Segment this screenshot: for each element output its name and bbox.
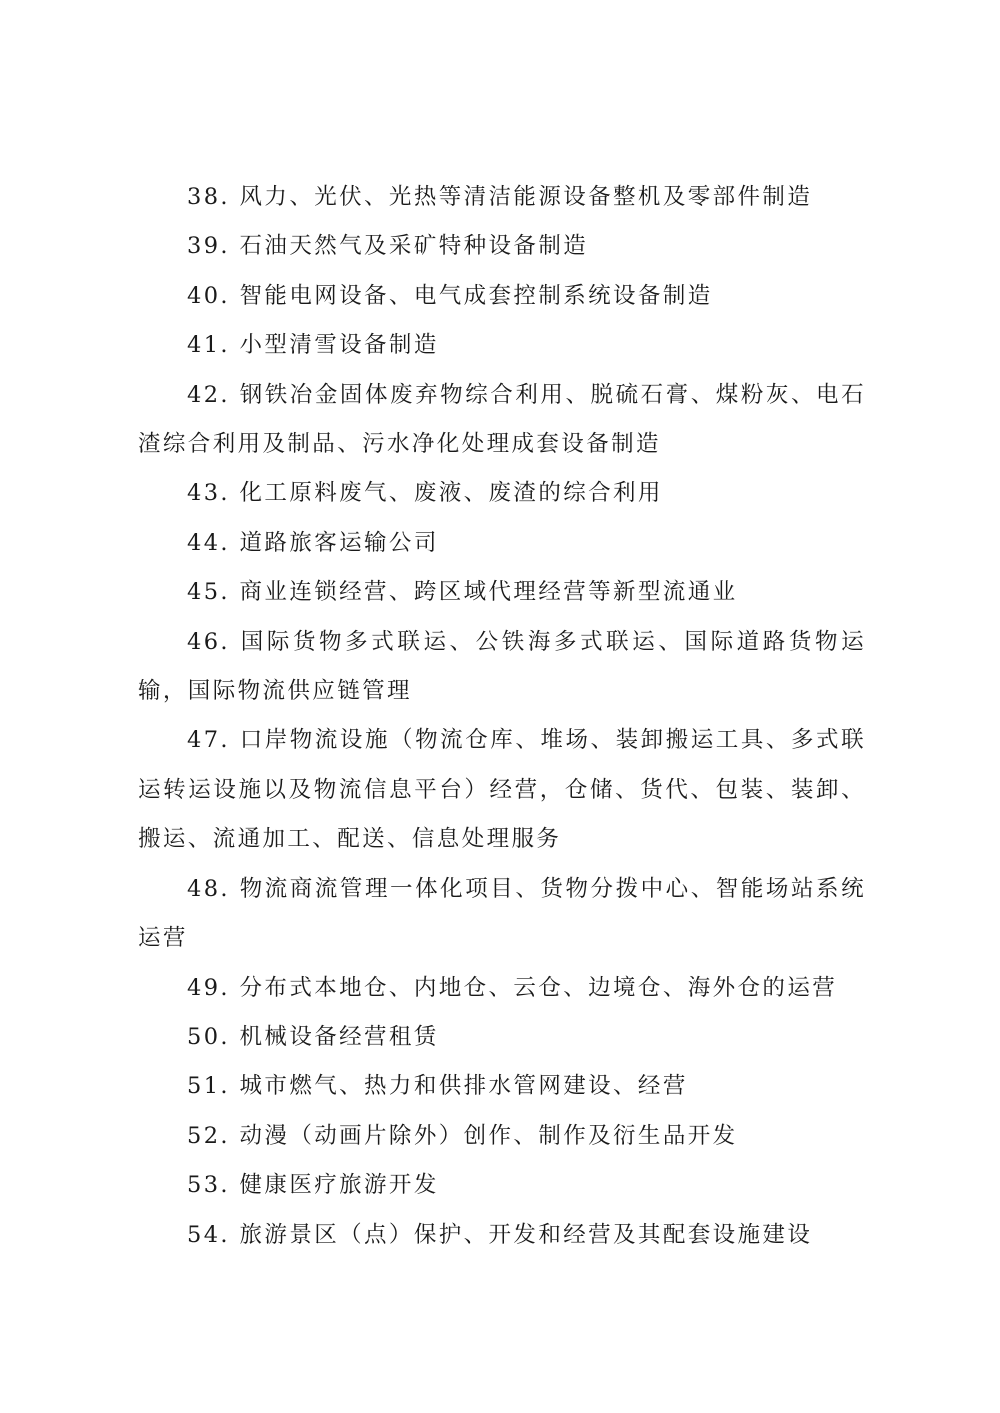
- list-item: 50. 机械设备经营租赁: [187, 1023, 439, 1050]
- list-item: 53. 健康医疗旅游开发: [187, 1172, 439, 1199]
- list-item: 40. 智能电网设备、电气成套控制系统设备制造: [187, 282, 713, 309]
- item-list: [138, 173, 866, 1260]
- list-item: 49. 分布式本地仓、内地仓、云仓、边境仓、海外仓的运营: [187, 974, 838, 1001]
- list-item: 47. 口岸物流设施（物流仓库、堆场、装卸搬运工具、多式联运转运设施以及物流信息平台）经营，仓储、货代、包装、装卸、搬运、流通加工、配送、信息处理服务: [138, 727, 866, 853]
- list-item: 54. 旅游景区（点）保护、开发和经营及其配套设施建设: [187, 1221, 813, 1248]
- list-item: 48. 物流商流管理一体化项目、货物分拨中心、智能场站系统运营: [138, 875, 866, 952]
- list-item: 39. 石油天然气及采矿特种设备制造: [187, 233, 589, 260]
- list-item: 51. 城市燃气、热力和供排水管网建设、经营: [187, 1073, 688, 1100]
- list-item: 46. 国际货物多式联运、公铁海多式联运、国际道路货物运输，国际物流供应链管理: [138, 628, 866, 705]
- list-item: 43. 化工原料废气、废液、废渣的综合利用: [187, 480, 663, 507]
- list-item: 45. 商业连锁经营、跨区域代理经营等新型流通业: [187, 579, 738, 606]
- list-item: 41. 小型清雪设备制造: [187, 332, 439, 359]
- list-item: 52. 动漫（动画片除外）创作、制作及衍生品开发: [187, 1122, 738, 1149]
- list-item: 44. 道路旅客运输公司: [187, 529, 439, 556]
- list-item: 42. 钢铁冶金固体废弃物综合利用、脱硫石膏、煤粉灰、电石渣综合利用及制品、污水净化处理成套设备制造: [138, 381, 866, 458]
- list-item: 38. 风力、光伏、光热等清洁能源设备整机及零部件制造: [187, 184, 813, 210]
